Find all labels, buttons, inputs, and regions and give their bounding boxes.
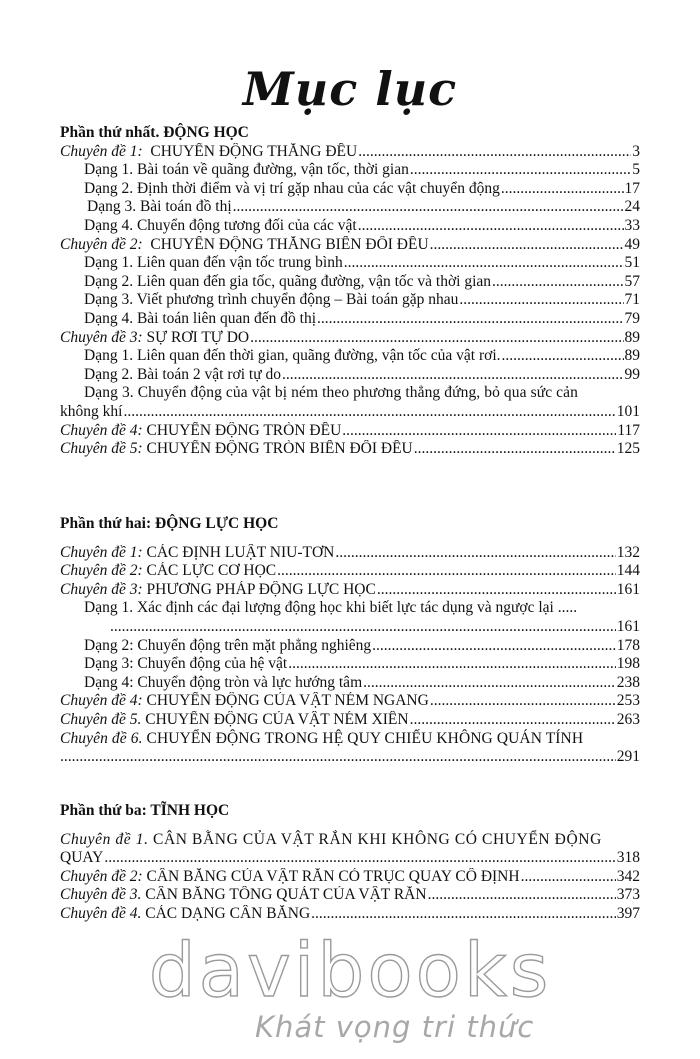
entry-label: Chuyên đề 2: — [60, 562, 143, 580]
watermark-slogan: Khát vọng tri thức — [255, 1010, 535, 1044]
page-number: 198 — [616, 655, 640, 673]
entry-text: PHƯƠNG PHÁP ĐỘNG LỰC HỌC — [146, 580, 376, 598]
toc-entry-chuyen-de-line2[interactable] — [60, 748, 640, 767]
entry-label: Chuyên đề 4. — [60, 904, 142, 922]
toc-entry-dang[interactable] — [60, 655, 640, 674]
entry-text: Dạng 4: Chuyển động tròn và lực hướng tâm — [84, 673, 363, 691]
toc-entry-dang[interactable] — [60, 273, 640, 292]
toc-entry-dang[interactable] — [60, 674, 640, 693]
toc-entry-dang[interactable] — [60, 310, 640, 329]
entry-label: Chuyên đề 2: — [60, 867, 143, 885]
entry-text: SỰ RƠI TỰ DO — [146, 328, 250, 346]
entry-text: CHUYỂN ĐỘNG THẲNG ĐỀU — [150, 142, 358, 160]
entry-text: Dạng 3. Bài toán đồ thị — [87, 198, 232, 216]
toc-entry-dang[interactable] — [60, 217, 640, 236]
entry-label: Chuyên đề 3: — [60, 328, 143, 346]
page-number: 101 — [616, 402, 640, 420]
entry-text: CÂN BẰNG CỦA VẬT RẮN CÓ TRỤC QUAY CỐ ĐỊNH — [146, 867, 520, 885]
page-number: 17 — [624, 179, 640, 197]
toc-entry-chuyen-de[interactable] — [60, 440, 640, 459]
toc-entry-chuyen-de[interactable] — [60, 868, 640, 887]
entry-label: Chuyên đề 1. — [60, 830, 149, 848]
page-number: 49 — [624, 235, 640, 253]
page-number: 99 — [624, 365, 640, 383]
entry-text: CÁC LỰC CƠ HỌC — [146, 562, 277, 580]
page-number: 24 — [624, 198, 640, 216]
page-number: 291 — [616, 748, 640, 766]
page-number: 342 — [616, 867, 640, 885]
toc-entry-dang-line2[interactable] — [60, 618, 640, 637]
entry-label: Chuyên đề 3: — [60, 580, 143, 598]
entry-text: CÂN BẰNG TỔNG QUÁT CỦA VẬT RẮN — [145, 886, 427, 904]
page-number: 161 — [616, 617, 640, 635]
entry-label: Chuyên đề 4: — [60, 421, 143, 439]
entry-text: CÁC ĐỊNH LUẬT NIU-TƠN — [146, 543, 335, 561]
part-heading: Phần thứ ba: TĨNH HỌC — [60, 802, 230, 819]
entry-label: Chuyên đề 1: — [60, 543, 143, 561]
toc-entry-dang[interactable] — [60, 347, 640, 366]
entry-text: Dạng 2. Bài toán 2 vật rơi tự do — [84, 365, 281, 383]
toc-entry-dang-line1[interactable]: Dạng 1. Xác định các đại lượng động học khi biết lực tác dụng và ngược lại ..... — [84, 599, 578, 617]
toc-entry-dang[interactable] — [60, 198, 640, 217]
entry-text: Dạng 3: Chuyển động của hệ vật — [84, 655, 288, 673]
entry-label: Chuyên đề 1: — [60, 142, 143, 160]
page-number: 89 — [624, 347, 640, 365]
entry-label: Chuyên đề 3. — [60, 886, 142, 904]
entry-text: Dạng 2. Liên quan đến gia tốc, quãng đường, vận tốc và thời gian — [84, 272, 492, 290]
page-number: 318 — [616, 849, 640, 867]
page-number: 178 — [616, 636, 640, 654]
page-number: 117 — [617, 421, 640, 439]
page-number: 144 — [616, 562, 640, 580]
entry-label: Chuyên đề 4: — [60, 692, 143, 710]
watermark-logo: davibooks — [148, 928, 552, 1014]
toc-entry-dang[interactable] — [60, 254, 640, 273]
page-number: 397 — [616, 904, 640, 922]
toc-entry-chuyen-de[interactable] — [60, 905, 640, 924]
toc-entry-chuyen-de[interactable] — [60, 692, 640, 711]
toc-part-1 — [60, 124, 640, 459]
entry-text: CHUYỂN ĐỘNG TRÒN ĐỀU — [146, 421, 342, 439]
entry-label: Chuyên đề 6. — [60, 729, 143, 747]
toc-entry-chuyen-de[interactable] — [60, 581, 640, 600]
page-number: 5 — [632, 161, 640, 179]
toc-entry-chuyen-de[interactable] — [60, 562, 640, 581]
toc-entry-chuyen-de[interactable] — [60, 422, 640, 441]
entry-label: Chuyên đề 5. — [60, 710, 142, 728]
page-title: Mục lục — [242, 62, 458, 116]
page-number: 3 — [632, 142, 640, 160]
toc-entry-chuyen-de[interactable] — [60, 329, 640, 348]
entry-text: CHUYỂN ĐỘNG TRÒN BIẾN ĐỔI ĐỀU — [146, 440, 413, 458]
toc-entry-chuyen-de-line2[interactable] — [60, 849, 640, 868]
page-number: 132 — [616, 543, 640, 561]
entry-text: CHUYỂN ĐỘNG CỦA VẬT NÉM XIÊN — [145, 710, 409, 728]
toc-entry-dang[interactable] — [60, 161, 640, 180]
entry-label: Chuyên đề 5: — [60, 440, 143, 458]
entry-label: Chuyên đề 2: — [60, 235, 143, 253]
toc-entry-dang-line2[interactable] — [60, 403, 640, 422]
toc-entry-chuyen-de-line1[interactable] — [60, 831, 640, 850]
entry-text: Dạng 4. Bài toán liên quan đến đồ thị — [84, 309, 317, 327]
page-number: 57 — [624, 272, 640, 290]
toc-entry-dang-line1[interactable]: Dạng 3. Chuyển động của vật bị ném theo phương thẳng đứng, bỏ qua sức cản — [84, 384, 578, 402]
page-number: 89 — [624, 328, 640, 346]
toc-entry-chuyen-de[interactable] — [60, 886, 640, 905]
part-heading: Phần thứ hai: ĐỘNG LỰC HỌC — [60, 515, 279, 532]
entry-text: Dạng 4. Chuyển động tương đối của các vật — [84, 216, 357, 234]
page-number: 161 — [616, 580, 640, 598]
page-number: 71 — [624, 291, 640, 309]
page-number: 51 — [624, 254, 640, 272]
toc-part-2 — [60, 515, 640, 767]
entry-text: Dạng 1. Liên quan đến vận tốc trung bình — [84, 254, 343, 272]
page-number: 79 — [624, 309, 640, 327]
toc-entry-chuyen-de-line1[interactable] — [60, 730, 640, 749]
entry-text: CHUYỂN ĐỘNG TRONG HỆ QUY CHIẾU KHÔNG QUÁN TÍNH — [146, 729, 584, 747]
page-number: 238 — [616, 673, 640, 691]
entry-text: CHUYỂN ĐỘNG CỦA VẬT NÉM NGANG — [146, 692, 429, 710]
part-heading: Phần thứ nhất. ĐỘNG HỌC — [60, 124, 249, 141]
page-number: 125 — [616, 440, 640, 458]
toc-entry-dang[interactable] — [60, 180, 640, 199]
entry-text: Dạng 1. Liên quan đến thời gian, quãng đường, vận tốc của vật rơi. — [84, 347, 501, 365]
entry-text: không khí — [60, 402, 123, 420]
page-number: 373 — [616, 886, 640, 904]
entry-text: Dạng 2. Định thời điểm và vị trí gặp nhau của các vật chuyển động — [84, 179, 500, 197]
toc-part-3 — [60, 802, 640, 924]
toc-entry-chuyen-de[interactable] — [60, 236, 640, 255]
toc-entry-dang[interactable] — [60, 637, 640, 656]
toc-entry-chuyen-de[interactable] — [60, 711, 640, 730]
page-number: 33 — [624, 216, 640, 234]
entry-text: CÂN BẰNG CỦA VẬT RẮN KHI KHÔNG CÓ CHUYỂN ĐỘNG — [153, 830, 602, 848]
entry-text: Dạng 2: Chuyển động trên mặt phẳng nghiêng — [84, 636, 372, 654]
entry-text: CÁC DẠNG CÂN BẰNG — [145, 904, 311, 922]
toc-entry-dang[interactable] — [60, 291, 640, 310]
page-number: 253 — [616, 692, 640, 710]
page-number: 263 — [616, 710, 640, 728]
entry-text: CHUYỂN ĐỘNG THẲNG BIẾN ĐỔI ĐỀU — [150, 235, 429, 253]
toc-entry-chuyen-de[interactable] — [60, 544, 640, 563]
toc-entry-dang[interactable] — [60, 366, 640, 385]
entry-text: Dạng 1. Bài toán về quãng đường, vận tốc, thời gian — [84, 161, 409, 179]
entry-text: QUAY — [60, 849, 104, 867]
entry-text: Dạng 3. Viết phương trình chuyển động – Bài toán gặp nhau — [84, 291, 459, 309]
toc-entry-chuyen-de[interactable] — [60, 143, 640, 162]
